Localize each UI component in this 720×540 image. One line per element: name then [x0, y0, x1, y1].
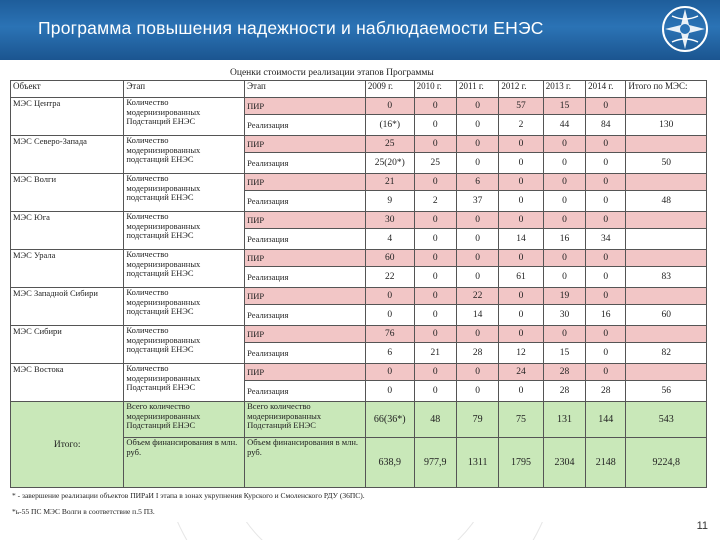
- value-cell: (16*): [365, 115, 414, 136]
- value-cell: 22: [365, 267, 414, 288]
- stage-cell: Реализация: [245, 191, 366, 212]
- value-cell: 0: [456, 136, 498, 153]
- totals-value-cell: 543: [626, 402, 707, 438]
- value-cell: 0: [543, 326, 585, 343]
- value-cell: 6: [456, 174, 498, 191]
- value-cell: 25: [365, 136, 414, 153]
- value-cell: 30: [543, 305, 585, 326]
- table-row: [11, 288, 707, 305]
- value-cell: 0: [414, 136, 456, 153]
- value-cell: 0: [365, 364, 414, 381]
- value-cell: 0: [365, 288, 414, 305]
- value-cell: 0: [586, 136, 626, 153]
- value-cell: 0: [456, 115, 498, 136]
- value-cell: 14: [456, 305, 498, 326]
- value-cell: 0: [414, 98, 456, 115]
- value-cell: 0: [456, 98, 498, 115]
- column-header: Объект: [11, 81, 124, 98]
- column-header: 2009 г.: [365, 81, 414, 98]
- value-cell: 0: [543, 136, 585, 153]
- stage-cell: Реализация: [245, 115, 366, 136]
- value-cell: 61: [499, 267, 543, 288]
- stage-cell: ПИР: [245, 212, 366, 229]
- stage-cell: Реализация: [245, 267, 366, 288]
- count-cell: Количество модернизированных подстанций ЕНЭС: [124, 136, 245, 174]
- count-cell: Количество модернизированных подстанций ЕНЭС: [124, 174, 245, 212]
- value-cell: 0: [586, 98, 626, 115]
- value-cell: 34: [586, 229, 626, 250]
- value-cell: 16: [586, 305, 626, 326]
- value-cell: 21: [365, 174, 414, 191]
- value-cell: 0: [499, 381, 543, 402]
- value-cell: 15: [543, 343, 585, 364]
- cost-table: [10, 80, 707, 488]
- value-cell: 19: [543, 288, 585, 305]
- total-cell: [626, 174, 707, 191]
- column-header: 2010 г.: [414, 81, 456, 98]
- value-cell: 0: [456, 267, 498, 288]
- value-cell: 0: [543, 174, 585, 191]
- total-cell: [626, 136, 707, 153]
- value-cell: 25: [414, 153, 456, 174]
- table-row: [11, 326, 707, 343]
- value-cell: 6: [365, 343, 414, 364]
- column-header: 2013 г.: [543, 81, 585, 98]
- totals-value-cell: 977,9: [414, 438, 456, 488]
- count-cell: Количество модернизированных Подстанций ЕНЭС: [124, 364, 245, 402]
- stage-cell: Реализация: [245, 305, 366, 326]
- count-cell: Количество модернизированных подстанций ЕНЭС: [124, 212, 245, 250]
- value-cell: 0: [499, 326, 543, 343]
- column-header: Итого по МЭС:: [626, 81, 707, 98]
- object-cell: МЭС Западной Сибири: [11, 288, 124, 326]
- value-cell: 4: [365, 229, 414, 250]
- stage-cell: ПИР: [245, 98, 366, 115]
- value-cell: 15: [543, 98, 585, 115]
- value-cell: 0: [586, 343, 626, 364]
- value-cell: 0: [456, 326, 498, 343]
- value-cell: 0: [414, 364, 456, 381]
- stage-cell: ПИР: [245, 136, 366, 153]
- totals-value-cell: 1795: [499, 438, 543, 488]
- value-cell: 9: [365, 191, 414, 212]
- total-cell: 82: [626, 343, 707, 364]
- value-cell: 0: [414, 212, 456, 229]
- total-cell: [626, 364, 707, 381]
- total-cell: [626, 288, 707, 305]
- column-header: 2011 г.: [456, 81, 498, 98]
- value-cell: 0: [543, 212, 585, 229]
- slide-header: [0, 0, 720, 60]
- value-cell: 0: [586, 174, 626, 191]
- totals-value-cell: 79: [456, 402, 498, 438]
- value-cell: 0: [499, 288, 543, 305]
- value-cell: 0: [365, 305, 414, 326]
- value-cell: 0: [499, 191, 543, 212]
- value-cell: 0: [586, 364, 626, 381]
- count-cell: Количество модернизированных подстанций ЕНЭС: [124, 288, 245, 326]
- stage-cell: Реализация: [245, 153, 366, 174]
- totals-value-cell: 131: [543, 402, 585, 438]
- table-row: [11, 364, 707, 381]
- stage-cell: Реализация: [245, 343, 366, 364]
- object-cell: МЭС Северо-Запада: [11, 136, 124, 174]
- value-cell: 30: [365, 212, 414, 229]
- totals-value-cell: 1311: [456, 438, 498, 488]
- value-cell: 0: [414, 381, 456, 402]
- stage-cell: ПИР: [245, 288, 366, 305]
- totals-row: [11, 402, 707, 438]
- footnote: *ь-55 ПС МЭС Волги в соответствие п.5 ПЗ.: [12, 507, 155, 516]
- totals-value-cell: 48: [414, 402, 456, 438]
- value-cell: 0: [499, 136, 543, 153]
- totals-value-cell: 638,9: [365, 438, 414, 488]
- value-cell: 0: [586, 267, 626, 288]
- value-cell: 0: [365, 98, 414, 115]
- value-cell: 0: [499, 153, 543, 174]
- value-cell: 0: [543, 250, 585, 267]
- total-cell: [626, 98, 707, 115]
- company-logo-icon: [660, 4, 710, 54]
- value-cell: 0: [456, 381, 498, 402]
- footnote: * - завершение реализации объектов ПИРаИ I этапа в зонах укрупнения Курского и Смоленского РДУ (36ПС).: [12, 491, 365, 500]
- column-header: Этап: [245, 81, 366, 98]
- value-cell: 2: [499, 115, 543, 136]
- value-cell: 0: [414, 288, 456, 305]
- table-row: [11, 174, 707, 191]
- object-cell: МЭС Центра: [11, 98, 124, 136]
- totals-label: Итого:: [11, 402, 124, 488]
- value-cell: 12: [499, 343, 543, 364]
- value-cell: 0: [414, 267, 456, 288]
- value-cell: 0: [586, 153, 626, 174]
- value-cell: 22: [456, 288, 498, 305]
- value-cell: 2: [414, 191, 456, 212]
- value-cell: 0: [414, 174, 456, 191]
- value-cell: 21: [414, 343, 456, 364]
- value-cell: 84: [586, 115, 626, 136]
- column-header: 2014 г.: [586, 81, 626, 98]
- value-cell: 24: [499, 364, 543, 381]
- table-row: [11, 136, 707, 153]
- value-cell: 25(20*): [365, 153, 414, 174]
- total-cell: 56: [626, 381, 707, 402]
- value-cell: 0: [414, 229, 456, 250]
- total-cell: 60: [626, 305, 707, 326]
- count-cell: Количество модернизированных Подстанций ЕНЭС: [124, 98, 245, 136]
- value-cell: 28: [456, 343, 498, 364]
- value-cell: 0: [499, 305, 543, 326]
- value-cell: 0: [456, 250, 498, 267]
- stage-cell: ПИР: [245, 250, 366, 267]
- totals-value-cell: 75: [499, 402, 543, 438]
- value-cell: 0: [586, 288, 626, 305]
- value-cell: 0: [456, 364, 498, 381]
- value-cell: 0: [543, 191, 585, 212]
- table-header-row: [11, 81, 707, 98]
- value-cell: 57: [499, 98, 543, 115]
- value-cell: 0: [456, 229, 498, 250]
- slide-title: Программа повышения надежности и наблюдаемости ЕНЭС: [38, 18, 544, 38]
- object-cell: МЭС Востока: [11, 364, 124, 402]
- value-cell: 14: [499, 229, 543, 250]
- value-cell: 0: [365, 381, 414, 402]
- value-cell: 0: [499, 250, 543, 267]
- totals-value-cell: 2304: [543, 438, 585, 488]
- total-cell: [626, 212, 707, 229]
- total-cell: 50: [626, 153, 707, 174]
- total-cell: [626, 229, 707, 250]
- stage-cell: Реализация: [245, 229, 366, 250]
- stage-cell: ПИР: [245, 174, 366, 191]
- totals-count-cell: Всего количество модернизированных Подстанций ЕНЭС: [124, 402, 245, 438]
- value-cell: 0: [456, 212, 498, 229]
- table-caption: Оценки стоимости реализации этапов Программы: [230, 68, 434, 78]
- totals-value-cell: 2148: [586, 438, 626, 488]
- total-cell: 48: [626, 191, 707, 212]
- value-cell: 44: [543, 115, 585, 136]
- value-cell: 0: [543, 153, 585, 174]
- value-cell: 0: [586, 212, 626, 229]
- value-cell: 0: [414, 250, 456, 267]
- table-row: [11, 98, 707, 115]
- value-cell: 0: [414, 305, 456, 326]
- table-row: [11, 250, 707, 267]
- value-cell: 0: [586, 191, 626, 212]
- value-cell: 76: [365, 326, 414, 343]
- total-cell: [626, 326, 707, 343]
- value-cell: 28: [543, 364, 585, 381]
- value-cell: 0: [499, 212, 543, 229]
- object-cell: МЭС Волги: [11, 174, 124, 212]
- value-cell: 0: [414, 326, 456, 343]
- stage-cell: Реализация: [245, 381, 366, 402]
- value-cell: 0: [499, 174, 543, 191]
- column-header: Этап: [124, 81, 245, 98]
- total-cell: 83: [626, 267, 707, 288]
- count-cell: Количество модернизированных подстанций ЕНЭС: [124, 250, 245, 288]
- totals-stage-cell: Объем финансирования в млн. руб.: [245, 438, 366, 488]
- value-cell: 0: [586, 250, 626, 267]
- total-cell: 130: [626, 115, 707, 136]
- total-cell: [626, 250, 707, 267]
- value-cell: 37: [456, 191, 498, 212]
- stage-cell: ПИР: [245, 326, 366, 343]
- object-cell: МЭС Сибири: [11, 326, 124, 364]
- column-header: 2012 г.: [499, 81, 543, 98]
- value-cell: 0: [456, 153, 498, 174]
- value-cell: 0: [543, 267, 585, 288]
- value-cell: 28: [586, 381, 626, 402]
- stage-cell: ПИР: [245, 364, 366, 381]
- count-cell: Количество модернизированных подстанций ЕНЭС: [124, 326, 245, 364]
- totals-value-cell: 144: [586, 402, 626, 438]
- table-row: [11, 212, 707, 229]
- totals-count-cell: Объем финансирования в млн. руб.: [124, 438, 245, 488]
- totals-value-cell: 9224,8: [626, 438, 707, 488]
- totals-stage-cell: Всего количество модернизированных Подстанций ЕНЭС: [245, 402, 366, 438]
- value-cell: 60: [365, 250, 414, 267]
- object-cell: МЭС Юга: [11, 212, 124, 250]
- object-cell: МЭС Урала: [11, 250, 124, 288]
- value-cell: 16: [543, 229, 585, 250]
- value-cell: 0: [414, 115, 456, 136]
- value-cell: 0: [586, 326, 626, 343]
- page-number: 11: [696, 520, 708, 532]
- totals-value-cell: 66(36*): [365, 402, 414, 438]
- value-cell: 28: [543, 381, 585, 402]
